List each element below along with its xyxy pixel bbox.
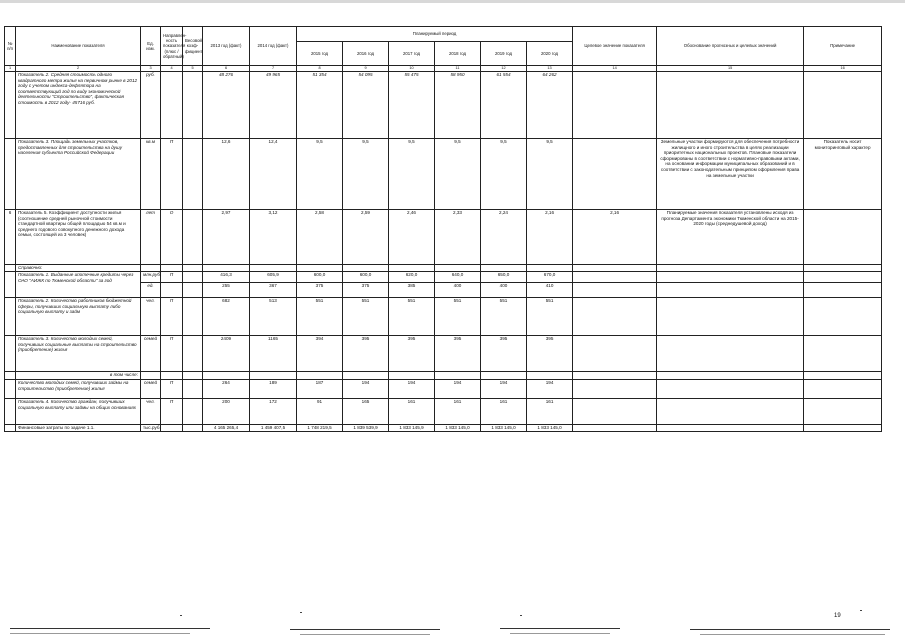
scan-footer-line	[700, 634, 885, 635]
value-2013: 4 165 265,4	[203, 425, 250, 432]
col-number: 9	[343, 66, 389, 72]
value-2018: 2,33	[435, 210, 481, 265]
value-2017: 620,0	[389, 272, 435, 283]
col-number: 10	[389, 66, 435, 72]
scan-footer-line	[500, 628, 620, 629]
value-2016: 54 095	[343, 72, 389, 139]
value-2020: 64 262	[527, 72, 573, 139]
value-2018: 400	[435, 283, 481, 298]
col-header-2020: 2020 год	[527, 42, 573, 66]
col-number: 6	[203, 66, 250, 72]
value-2013: 682	[203, 298, 250, 336]
value-2019: 1 833 145,0	[481, 425, 527, 432]
value-2018: 395	[435, 336, 481, 372]
value-2015: 9,5	[297, 139, 343, 210]
unit-cell: кв.м	[141, 139, 161, 210]
value-2018: 194	[435, 380, 481, 399]
col-header-2018: 2018 год	[435, 42, 481, 66]
col-header-target: Целевое значение показателя	[573, 27, 657, 66]
direction-cell: П	[161, 380, 183, 399]
value-2017: 551	[389, 298, 435, 336]
indicator-name: Финансовые затраты по задаче 1.1.	[16, 425, 141, 432]
value-2019: 9,5	[481, 139, 527, 210]
value-2016: 395	[343, 336, 389, 372]
value-2015: 394	[297, 336, 343, 372]
col-header-2019: 2019 год	[481, 42, 527, 66]
col-number: 1	[5, 66, 16, 72]
target-cell: 2,16	[573, 210, 657, 265]
col-number: 14	[573, 66, 657, 72]
value-2016: 1 839 539,9	[343, 425, 389, 432]
value-2020: 9,5	[527, 139, 573, 210]
value-2016: 165	[343, 399, 389, 425]
col-header-unit: Ед. изм.	[141, 27, 161, 66]
justification-cell: Планируемые значения показателя установлены исходя из прогноза Департамента экономики Тюменской области на 2015-2020 годы (среднедушевой доход)	[657, 210, 804, 265]
value-2015: 375	[297, 283, 343, 298]
unit-cell: семей	[141, 380, 161, 399]
header-row-1	[5, 27, 882, 42]
value-2019: 400	[481, 283, 527, 298]
value-2014: 189	[250, 380, 297, 399]
value-2014: 1165	[250, 336, 297, 372]
scan-top-border	[0, 0, 905, 3]
col-number: 13	[527, 66, 573, 72]
value-2013: 48 276	[203, 72, 250, 139]
value-2020: 194	[527, 380, 573, 399]
indicator-name: Показатель 5. Коэффициент доступности жилья (соотношение средней рыночной стоимости стандартной квартиры общей площадью 54 кв.м и среднего годового совокупного денежного дохода семьи, состоящей из 3 человек)	[16, 210, 141, 265]
value-2016: 194	[343, 380, 389, 399]
value-2015: 2,58	[297, 210, 343, 265]
table-row	[5, 298, 882, 336]
direction-cell: П	[161, 298, 183, 336]
col-number: 7	[250, 66, 297, 72]
value-2020: 551	[527, 298, 573, 336]
value-2019: 161	[481, 399, 527, 425]
note-cell: Показатель носит мониторинговый характер	[804, 139, 882, 210]
value-2013: 255	[203, 283, 250, 298]
value-2020: 1 833 145,0	[527, 425, 573, 432]
unit-cell: млн.руб.	[141, 272, 161, 283]
value-2017: 161	[389, 399, 435, 425]
value-2015: 600,0	[297, 272, 343, 283]
value-2016: 2,59	[343, 210, 389, 265]
justification-cell	[657, 72, 804, 139]
value-2014: 49 965	[250, 72, 297, 139]
scan-speck	[520, 615, 522, 616]
indicator-name: Показатель 3. Количество молодых семей, получивших социальные выплаты на строительство (приобретение) жилья	[16, 336, 141, 372]
col-number: 12	[481, 66, 527, 72]
col-number: 5	[183, 66, 203, 72]
value-2013: 264	[203, 380, 250, 399]
value-2019: 650,0	[481, 272, 527, 283]
value-2014: 513	[250, 298, 297, 336]
col-header-2016: 2016 год	[343, 42, 389, 66]
coef-cell	[183, 139, 203, 210]
col-number: 4	[161, 66, 183, 72]
value-2018: 1 833 145,0	[435, 425, 481, 432]
value-2019: 2,24	[481, 210, 527, 265]
col-header-basecoef: Весовой коэф-фициент	[183, 27, 203, 66]
value-2014: 172	[250, 399, 297, 425]
scan-speck	[300, 612, 302, 613]
col-header-direction: Направлен-ность показателя (плюс / обратный)	[161, 27, 183, 66]
value-2015: 187	[297, 380, 343, 399]
unit-cell: руб.	[141, 72, 161, 139]
direction-cell: П	[161, 272, 183, 283]
table-row	[5, 210, 882, 265]
direction-cell: П	[161, 336, 183, 372]
value-2013: 12,6	[203, 139, 250, 210]
scan-speck	[860, 610, 862, 611]
col-number: 3	[141, 66, 161, 72]
value-2014: 1 459 407,5	[250, 425, 297, 432]
value-2016: 600,0	[343, 272, 389, 283]
value-2018: 161	[435, 399, 481, 425]
value-2015: 1 748 219,5	[297, 425, 343, 432]
table-row	[5, 272, 882, 283]
indicators-table	[4, 26, 882, 432]
value-2017: 395	[389, 336, 435, 372]
value-2013: 416,3	[203, 272, 250, 283]
including-label: в том числе:	[16, 372, 141, 380]
value-2013: 200	[203, 399, 250, 425]
col-number: 8	[297, 66, 343, 72]
table-row	[5, 336, 882, 372]
value-2015: 51 354	[297, 72, 343, 139]
unit-cell: тыс.руб.	[141, 425, 161, 432]
indicator-name: Количество молодых семей, получивших займы на строительство (приобретение) жилья	[16, 380, 141, 399]
value-2018: 58 950	[435, 72, 481, 139]
col-header-name: Наименование показателя	[16, 27, 141, 66]
direction-cell: П	[161, 399, 183, 425]
value-2019: 61 554	[481, 72, 527, 139]
value-2013: 2,97	[203, 210, 250, 265]
value-2020: 2,16	[527, 210, 573, 265]
value-2016: 9,5	[343, 139, 389, 210]
unit-cell: семей	[141, 336, 161, 372]
value-2014: 367	[250, 283, 297, 298]
value-2020: 395	[527, 336, 573, 372]
indicator-name: Показатель 2. Средняя стоимость одного квадратного метра жилья на первичном рынке в 2012 году с учетом индекса-дефлятора на соответствующий год по виду экономической деятельности "Строительство", фактическая стоимость в 2012 году- 45716 руб.	[16, 72, 141, 139]
table-row	[5, 425, 882, 432]
col-header-2013: 2013 год (факт)	[203, 27, 250, 66]
col-header-2017: 2017 год	[389, 42, 435, 66]
reference-label: Справочно:	[16, 265, 141, 272]
col-number: 15	[657, 66, 804, 72]
direction-cell	[161, 72, 183, 139]
unit-cell: чел.	[141, 399, 161, 425]
col-header-2014: 2014 год (факт)	[250, 27, 297, 66]
scan-speck	[180, 615, 182, 616]
value-2013: 2409	[203, 336, 250, 372]
coef-cell	[183, 72, 203, 139]
row-num	[5, 72, 16, 139]
table-row	[5, 72, 882, 139]
unit-cell: чел.	[141, 298, 161, 336]
value-2019: 551	[481, 298, 527, 336]
unit-cell: лет	[141, 210, 161, 265]
row-num	[5, 139, 16, 210]
table-row	[5, 265, 882, 272]
target-cell	[573, 72, 657, 139]
col-header-num: № п/п	[5, 27, 16, 66]
value-2015: 551	[297, 298, 343, 336]
col-header-2015: 2015 год	[297, 42, 343, 66]
value-2016: 375	[343, 283, 389, 298]
value-2014: 12,4	[250, 139, 297, 210]
table-row	[5, 380, 882, 399]
direction-cell: П	[161, 139, 183, 210]
value-2019: 395	[481, 336, 527, 372]
indicator-name: Показатель 4. Количество граждан, получивших социальную выплату или займы на общих основаниях	[16, 399, 141, 425]
value-2020: 410	[527, 283, 573, 298]
note-cell	[804, 72, 882, 139]
indicator-name: Показатель 1. Выданные ипотечные кредиты через ОАО "АИЖК по Тюменской области" за год	[16, 272, 141, 298]
indicator-name: Показатель 2. Количество работников бюджетной сферы, получивших социальную выплату либо социальную выплату и займ	[16, 298, 141, 336]
scan-footer-line	[300, 634, 430, 635]
value-2018: 9,5	[435, 139, 481, 210]
value-2017: 385	[389, 283, 435, 298]
value-2018: 551	[435, 298, 481, 336]
table-row	[5, 139, 882, 210]
value-2020: 161	[527, 399, 573, 425]
value-2017: 1 833 145,9	[389, 425, 435, 432]
value-2017: 55 475	[389, 72, 435, 139]
scan-footer-line	[10, 633, 190, 634]
row-num: 6	[5, 210, 16, 265]
page-number: 19	[834, 613, 841, 619]
value-2017: 194	[389, 380, 435, 399]
scan-footer-line	[290, 629, 440, 630]
scan-footer-line	[10, 628, 210, 629]
table-row	[5, 399, 882, 425]
col-number: 11	[435, 66, 481, 72]
col-header-planned-period: Планируемый период	[297, 27, 573, 42]
value-2014: 605,9	[250, 272, 297, 283]
col-number: 16	[804, 66, 882, 72]
table-row	[5, 372, 882, 380]
note-cell	[804, 210, 882, 265]
unit-cell: ед.	[141, 283, 161, 298]
col-header-justification: Обоснование прогнозных и целевых значений	[657, 27, 804, 66]
value-2017: 9,5	[389, 139, 435, 210]
col-header-note: Примечание	[804, 27, 882, 66]
col-number: 2	[16, 66, 141, 72]
scan-footer-line	[690, 629, 890, 630]
value-2014: 3,12	[250, 210, 297, 265]
scan-footer-line	[510, 633, 610, 634]
value-2018: 640,0	[435, 272, 481, 283]
direction-cell: О	[161, 210, 183, 265]
justification-cell: Земельные участки формируются для обеспечения потребности жилищного и иного строительства в целях реализации приоритетных национальных проектов. Плановые показатели сформированы в соответствии с нормативно-правовыми актами, на основании информации муниципальных образований и в соответствии с законодательным принципом оформления права на земельные участки	[657, 139, 804, 210]
value-2017: 2,46	[389, 210, 435, 265]
indicator-name: Показатель 3. Площадь земельных участков, предоставленных для строительства на душу населения субъекта Российской Федерации	[16, 139, 141, 210]
value-2020: 670,0	[527, 272, 573, 283]
coef-cell	[183, 210, 203, 265]
value-2016: 551	[343, 298, 389, 336]
target-cell	[573, 139, 657, 210]
value-2019: 194	[481, 380, 527, 399]
value-2015: 91	[297, 399, 343, 425]
